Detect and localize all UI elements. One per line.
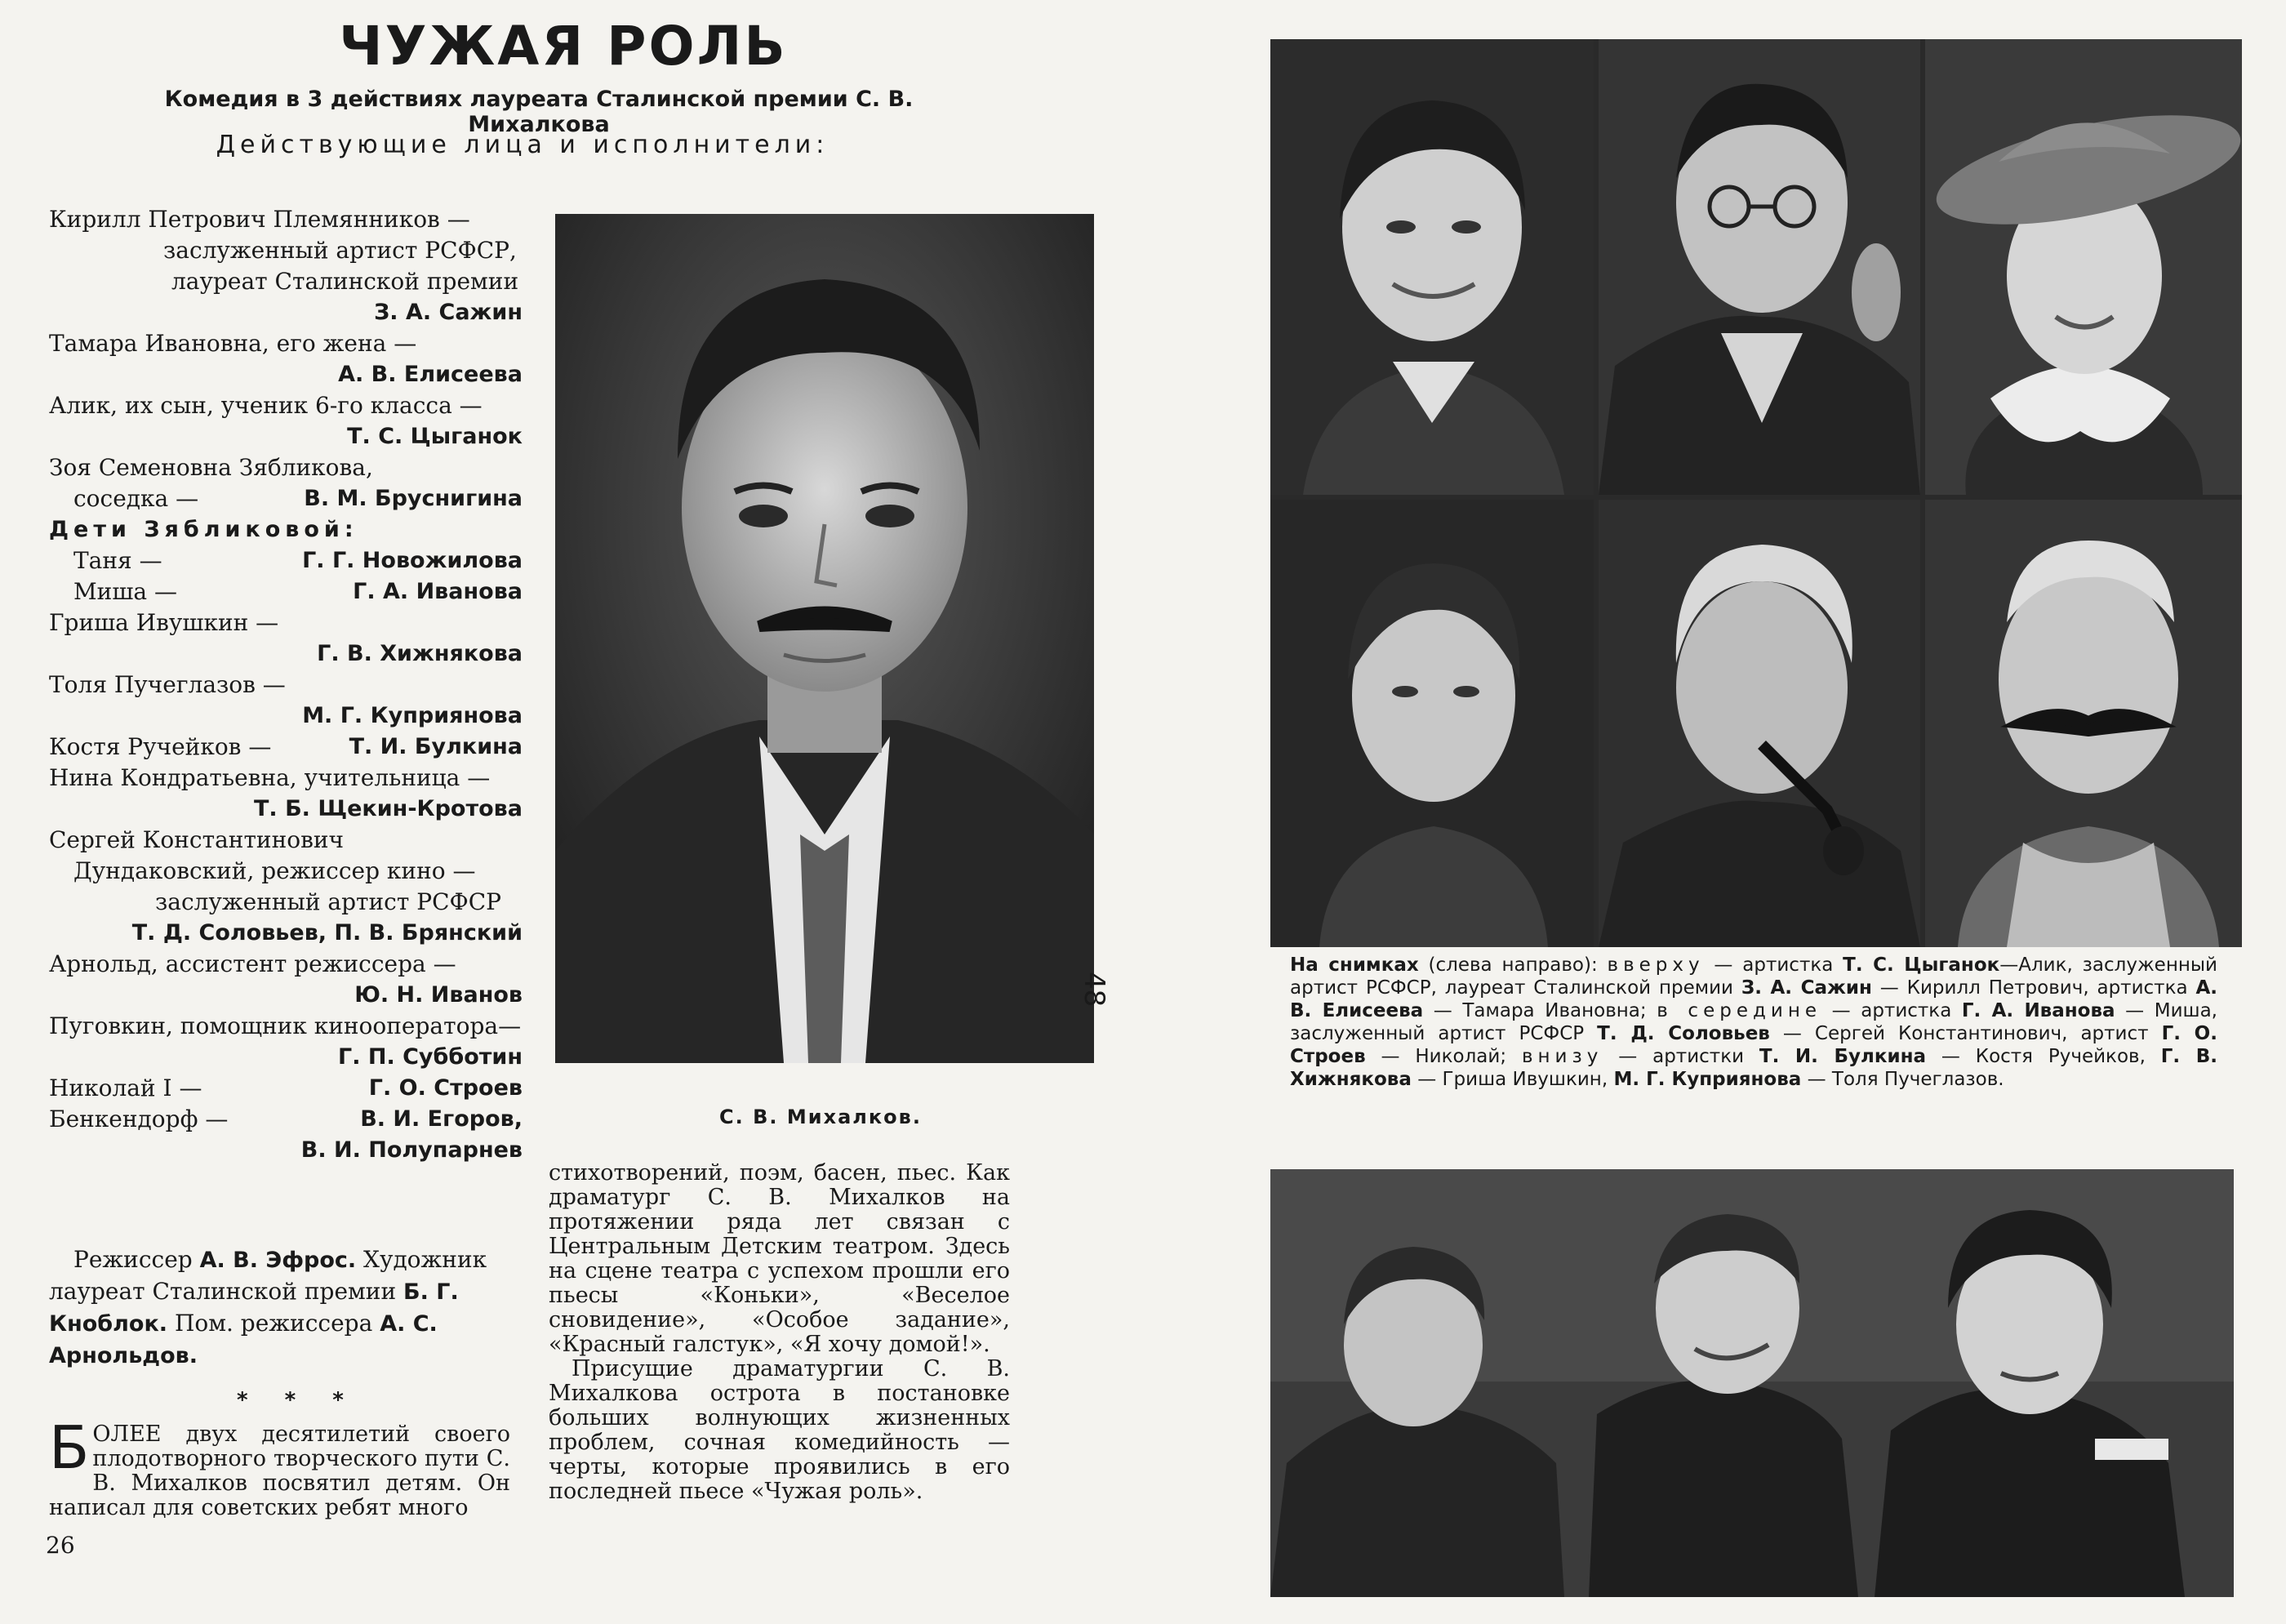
- photo-tsygank: [1270, 39, 1594, 495]
- cast-entry: [49, 545, 523, 576]
- caption-text: — артистка: [1704, 954, 1843, 976]
- cast-entry: [49, 607, 523, 670]
- cast-entry: [49, 452, 523, 514]
- article-paragraph: ОЛЕЕ двух десятилетий своего плодотворного творческого пути С. В. Михалков посвятил детям. Он написал для советских ребят много: [49, 1422, 510, 1520]
- caption-text: — Николай;: [1365, 1046, 1522, 1067]
- group-label: Дети Зябликовой:: [49, 517, 358, 542]
- role-name: Сергей Константинович: [49, 826, 345, 853]
- role-name: Нина Кондратьевна, учительница —: [49, 764, 491, 791]
- cast-entry: [49, 1011, 523, 1073]
- photo-stroev: [1599, 500, 1920, 947]
- cast-photo-grid: [1270, 39, 2242, 947]
- actor-name: Т. И. Булкина: [349, 734, 523, 759]
- role-name: Арнольд, ассистент режиссера —: [49, 950, 456, 977]
- caption-text: —Алик, заслуженный артист РСФСР, лауреат Сталинской премии: [1290, 954, 2217, 999]
- play-title: ЧУЖАЯ РОЛЬ: [339, 15, 788, 78]
- actor-name: В. М. Бруснигина: [304, 486, 523, 511]
- cast-entry: [49, 204, 523, 328]
- actor-name: Г. О. Строев: [368, 1075, 523, 1101]
- cast-entry: [49, 390, 523, 452]
- role-name: заслуженный артист РСФСР: [155, 888, 502, 915]
- caption-text: — Сергей Константинович, артист: [1769, 1023, 2162, 1044]
- group-scene-photo: [1270, 1169, 2234, 1597]
- actor-name: Т. С. Цыганок: [347, 424, 523, 449]
- role-name: Бенкендорф —: [49, 1106, 229, 1132]
- caption-text: — Толя Пучеглазов.: [1801, 1069, 2004, 1090]
- page-number: 48: [1078, 972, 1110, 1008]
- photo-soloviev: [1925, 500, 2242, 947]
- caption-actor: М. Г. Куприянова: [1613, 1069, 1802, 1090]
- caption-actor: Т. Д. Соловьев: [1597, 1023, 1770, 1044]
- actor-name: Ю. Н. Иванов: [354, 982, 523, 1008]
- actor-name: Г. Г. Новожилова: [302, 548, 523, 573]
- actor-name: А. В. Елисеева: [338, 362, 523, 387]
- cast-entry: [49, 763, 523, 825]
- actor-name: Т. Д. Соловьев, П. В. Брянский: [131, 920, 523, 945]
- role-name: лауреат Сталинской премии: [171, 268, 519, 295]
- role-name: заслуженный артист РСФСР,: [163, 237, 517, 264]
- role-name: Таня —: [73, 547, 162, 574]
- role-name: Дундаковский, режиссер кино —: [73, 857, 476, 884]
- actor-name: Т. Б. Щекин-Кротова: [254, 796, 523, 821]
- role-name: Зоя Семеновна Зябликова,: [49, 454, 373, 481]
- role-name: Костя Ручейков —: [49, 733, 272, 760]
- section-divider: * * *: [237, 1388, 358, 1413]
- caption-actor: Т. И. Булкина: [1759, 1046, 1926, 1067]
- caption-position: внизу: [1521, 1046, 1603, 1067]
- caption-actor: Г. А. Иванова: [1961, 1000, 2115, 1021]
- photo-ivanova: [1270, 500, 1594, 947]
- photo-eliseeva: [1925, 39, 2242, 495]
- photo-caption: [1290, 954, 2217, 1091]
- actor-name: Г. А. Иванова: [353, 579, 523, 604]
- portrait-photo: [555, 214, 1094, 1063]
- role-name: Николай I —: [49, 1075, 202, 1101]
- caption-text: — Костя Ручейков,: [1925, 1046, 2161, 1067]
- caption-actor: Г. В. Хижнякова: [1290, 1046, 2217, 1090]
- role-name: Алик, их сын, ученик 6-го класса —: [49, 392, 483, 419]
- article-text-continued: [549, 1161, 1010, 1504]
- cast-entry: [49, 825, 523, 949]
- role-name: Толя Пучеглазов —: [49, 671, 286, 698]
- play-subtitle: Комедия в 3 действиях лауреата Сталинской премии С. В. Михалкова: [164, 87, 914, 137]
- portrait-caption: С. В. Михалков.: [719, 1106, 922, 1128]
- caption-label: На снимках: [1290, 954, 1419, 976]
- caption-actor: А. В. Елисеева: [1290, 977, 2217, 1021]
- caption-actor: Г. О. Строев: [1290, 1023, 2217, 1067]
- caption-actor: Т. С. Цыганок: [1843, 954, 2000, 976]
- artist-name: Б. Г. Кноблок.: [49, 1279, 459, 1337]
- caption-text: — артистка: [1821, 1000, 1962, 1021]
- caption-position: в середине: [1657, 1000, 1822, 1021]
- article-paragraph: Присущие драматургии С. В. Михалкова острота в постановке больших волнующих жизненных проблем, сочная комедийность — черты, которые проявились в его последней пьесе «Чужая роль».: [549, 1356, 1010, 1504]
- caption-text: — артистки: [1603, 1046, 1759, 1067]
- actor-name: В. И. Егоров,: [360, 1106, 523, 1132]
- cast-entry: [49, 1104, 523, 1166]
- cast-entry: [49, 732, 523, 763]
- cast-entry: [49, 670, 523, 732]
- photo-sazhin: [1599, 39, 1920, 495]
- caption-text: — Кирилл Петрович, артистка: [1871, 977, 2196, 999]
- credit-text: Режиссер: [73, 1246, 193, 1273]
- drop-cap: Б: [49, 1413, 90, 1482]
- cast-entry: [49, 328, 523, 390]
- article-text-start: [49, 1413, 510, 1520]
- article-paragraph: стихотворений, поэм, басен, пьес. Как драматург С. В. Михалков на протяжении ряда лет связан с Центральным Детским театром. Здесь на сцене театра с успехом прошли его пьесы «Коньки», «Веселое сновидение», «Особое задание», «Красный галстук», «Я хочу домой!».: [549, 1160, 1010, 1357]
- actor-name: З. А. Сажин: [374, 300, 523, 325]
- credit-text: Художник лауреат Сталинской премии: [49, 1246, 487, 1305]
- actor-name: Г. П. Субботин: [337, 1044, 523, 1070]
- caption-text: — Миша, заслуженный артист РСФСР: [1290, 1000, 2217, 1044]
- caption-actor: З. А. Сажин: [1741, 977, 1872, 999]
- caption-text: — Тамара Ивановна;: [1423, 1000, 1657, 1021]
- role-name: Кирилл Петрович Племянников —: [49, 206, 470, 233]
- cast-entry: [49, 949, 523, 1011]
- actor-name: В. И. Полупарнев: [300, 1137, 523, 1163]
- role-name: соседка —: [73, 485, 199, 512]
- role-name: Гриша Ивушкин —: [49, 609, 279, 636]
- role-name: Миша —: [73, 578, 177, 605]
- cast-heading: Действующие лица и исполнители:: [216, 131, 829, 159]
- caption-position: вверху: [1607, 954, 1705, 976]
- actor-name: Г. В. Хижнякова: [317, 641, 523, 666]
- role-name: Пуговкин, помощник кинооператора—: [49, 1012, 522, 1039]
- production-credits: [49, 1244, 514, 1372]
- role-name: Тамара Ивановна, его жена —: [49, 330, 417, 357]
- cast-entry: [49, 576, 523, 607]
- cast-list: [49, 204, 523, 1166]
- director-name: А. В. Эфрос.: [199, 1248, 357, 1273]
- credit-text: Пом. режиссера: [174, 1310, 373, 1337]
- cast-entry: [49, 1073, 523, 1104]
- assistant-name: А. С. Арнольдов.: [49, 1311, 438, 1368]
- caption-text: — Гриша Ивушкин,: [1411, 1069, 1614, 1090]
- caption-text: (слева направо):: [1418, 954, 1608, 976]
- actor-name: М. Г. Куприянова: [302, 703, 523, 728]
- page-number: 26: [46, 1532, 75, 1559]
